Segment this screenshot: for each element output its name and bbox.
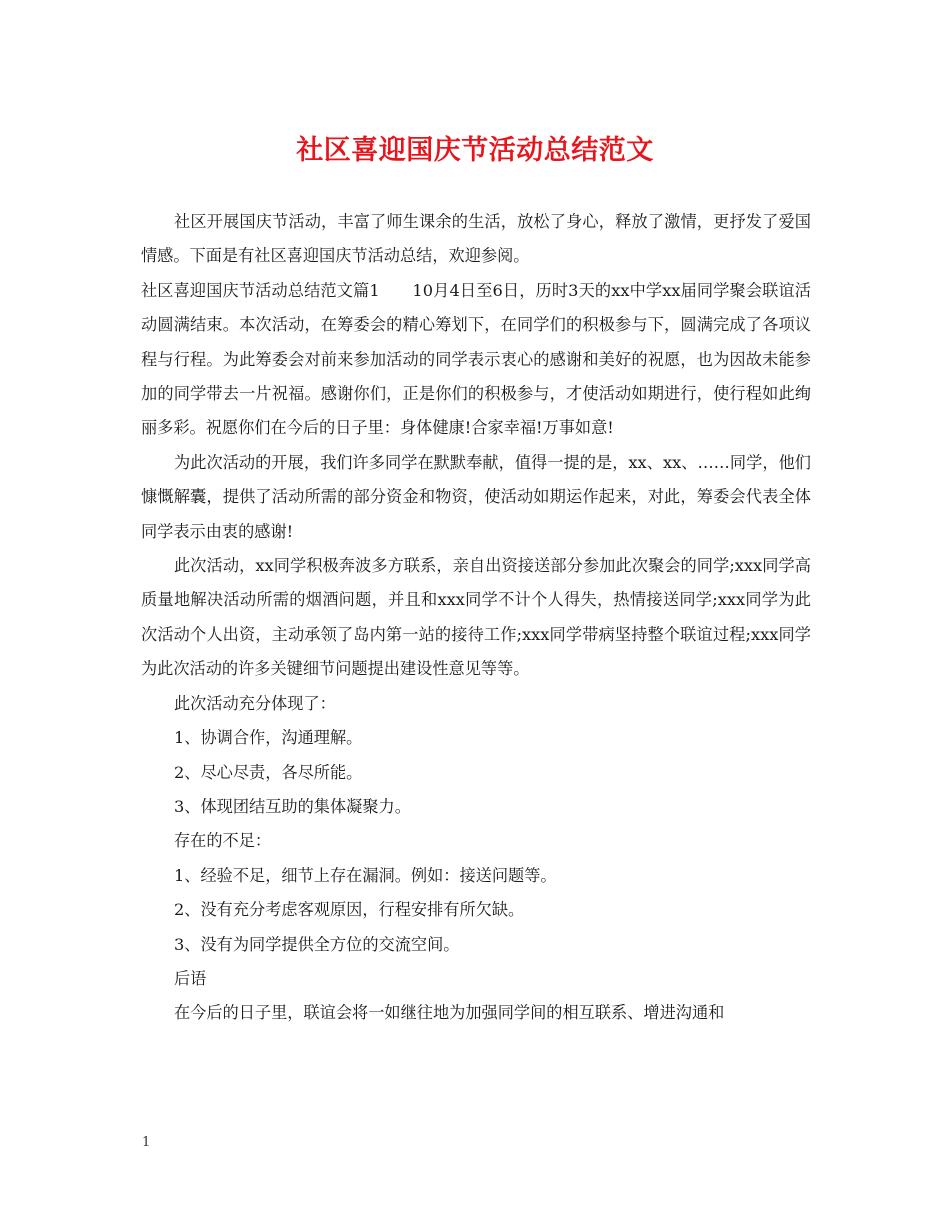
line-reflection-heading: 此次活动充分体现了： xyxy=(174,693,336,713)
list-item-shortcoming-2: 2、没有充分考虑客观原因，行程安排有所欠缺。 xyxy=(174,900,525,920)
paragraph-summary-1: 社区喜迎国庆节活动总结范文篇1 10月4日至6日，历时3天的xx中学xx届同学聚会联谊活动圆满结束。本次活动，在筹委会的精心筹划下，在同学们的积极参与下，圆满完成了各项议程与行程。为此筹委会对前来参加活动的同学表示衷心的感谢和美好的祝愿，也为因故未能参加的同学带去一片祝福。感谢你们，正是你们的积极参与，才使活动如期进行，使行程如此绚丽多彩。祝愿你们在今后的日子里：身体健康!合家幸福!万事如意! xyxy=(141,280,811,438)
line-afterword-heading: 后语 xyxy=(174,968,207,988)
line-afterword-text: 在今后的日子里，联谊会将一如继往地为加强同学间的相互联系、增进沟通和 xyxy=(174,1003,725,1023)
paragraph-contributors: 为此次活动的开展，我们许多同学在默默奉献，值得一提的是，xx、xx、……同学，他们慷慨解囊，提供了活动所需的部分资金和物资，使活动如期运作起来，对此，筹委会代表全体同学表示由衷的感谢! xyxy=(141,452,811,541)
page-number: 1 xyxy=(142,1135,151,1150)
paragraph-activity-details: 此次活动，xx同学积极奔波多方联系，亲自出资接送部分参加此次聚会的同学;xxx同学高质量地解决活动所需的烟酒问题，并且和xxx同学不计个人得失，热情接送同学;xxx同学为此次活动个人出资，主动承领了岛内第一站的接待工作;xxx同学带病坚持整个联谊过程;xxx同学为此次活动的许多关键细节问题提出建设性意见等等。 xyxy=(141,556,811,679)
document-title: 社区喜迎国庆节活动总结范文 xyxy=(296,135,654,166)
list-item-strength-1: 1、协调合作，沟通理解。 xyxy=(174,728,363,748)
paragraph-intro: 社区开展国庆节活动，丰富了师生课余的生活，放松了身心，释放了激情，更抒发了爱国情感。下面是有社区喜迎国庆节活动总结，欢迎参阅。 xyxy=(141,212,811,266)
list-item-strength-3: 3、体现团结互助的集体凝聚力。 xyxy=(174,796,411,816)
list-item-shortcoming-3: 3、没有为同学提供全方位的交流空间。 xyxy=(174,934,460,954)
line-shortcomings-heading: 存在的不足： xyxy=(174,831,272,851)
list-item-shortcoming-1: 1、经验不足，细节上存在漏洞。例如：接送问题等。 xyxy=(174,865,557,885)
document-body xyxy=(141,205,811,1031)
list-item-strength-2: 2、尽心尽责，各尽所能。 xyxy=(174,762,363,782)
